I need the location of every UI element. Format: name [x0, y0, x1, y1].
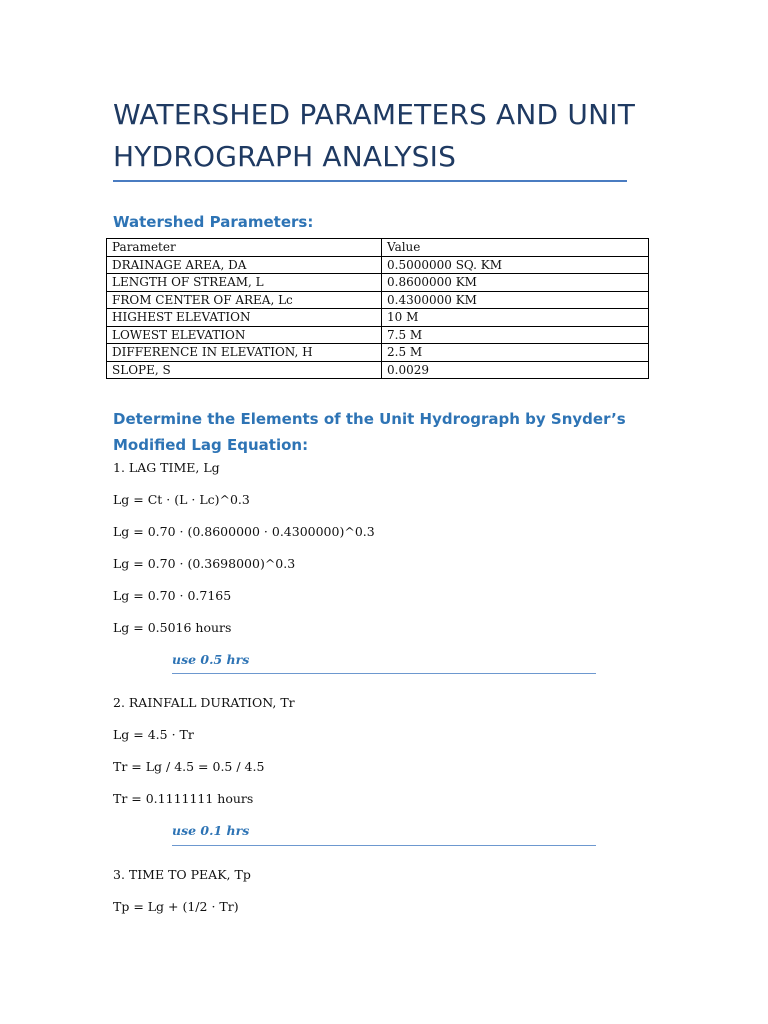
lag-use-underline: [172, 673, 596, 674]
equation-line: Lg = 0.70 · (0.8600000 · 0.4300000)^0.3: [113, 524, 375, 539]
table-cell: 7.5 M: [382, 326, 649, 344]
table-row: [107, 291, 649, 309]
table-cell: LENGTH OF STREAM, L: [107, 274, 382, 292]
equation-line: Tp = Lg + (1/2 · Tr): [113, 899, 239, 914]
table-cell: 0.4300000 KM: [382, 291, 649, 309]
table-row: [107, 361, 649, 379]
table-cell: 0.8600000 KM: [382, 274, 649, 292]
rainfall-use-underline: [172, 845, 596, 846]
equation-line: Lg = 0.70 · 0.7165: [113, 588, 232, 603]
equation-line: Tr = 0.1111111 hours: [113, 791, 254, 806]
equation-line: Lg = 0.5016 hours: [113, 620, 232, 635]
watershed-parameters-table: [106, 238, 649, 379]
table-cell: 0.0029: [382, 361, 649, 379]
snyder-heading: Determine the Elements of the Unit Hydrograph by Snyder’s Modified Lag Equation:: [113, 410, 626, 454]
table-cell: DIFFERENCE IN ELEVATION, H: [107, 344, 382, 362]
table-cell: 0.5000000 SQ. KM: [382, 256, 649, 274]
rainfall-use-note: use 0.1 hrs: [172, 823, 250, 838]
table-cell: SLOPE, S: [107, 361, 382, 379]
table-row: [107, 309, 649, 327]
table-row: [107, 274, 649, 292]
lag-time-heading: 1. LAG TIME, Lg: [113, 460, 220, 475]
equation-line: Lg = 0.70 · (0.3698000)^0.3: [113, 556, 296, 571]
table-header-cell: Parameter: [107, 239, 382, 257]
table-header-cell: Value: [382, 239, 649, 257]
equation-line: Lg = Ct · (L · Lc)^0.3: [113, 492, 250, 507]
table-cell: FROM CENTER OF AREA, Lc: [107, 291, 382, 309]
equation-line: Lg = 4.5 · Tr: [113, 727, 194, 742]
watershed-parameters-heading: Watershed Parameters:: [113, 213, 314, 231]
title-underline: [113, 180, 627, 182]
table-cell: DRAINAGE AREA, DA: [107, 256, 382, 274]
table-row: [107, 326, 649, 344]
table-header-row: [107, 239, 649, 257]
rainfall-duration-heading: 2. RAINFALL DURATION, Tr: [113, 695, 295, 710]
table-row: [107, 256, 649, 274]
table-cell: 2.5 M: [382, 344, 649, 362]
time-to-peak-heading: 3. TIME TO PEAK, Tp: [113, 867, 251, 882]
lag-use-note: use 0.5 hrs: [172, 652, 250, 667]
table-row: [107, 344, 649, 362]
table-cell: 10 M: [382, 309, 649, 327]
table-cell: HIGHEST ELEVATION: [107, 309, 382, 327]
document-title: WATERSHED PARAMETERS AND UNIT HYDROGRAPH ANALYSIS: [113, 98, 636, 173]
equation-line: Tr = Lg / 4.5 = 0.5 / 4.5: [113, 759, 265, 774]
table-cell: LOWEST ELEVATION: [107, 326, 382, 344]
